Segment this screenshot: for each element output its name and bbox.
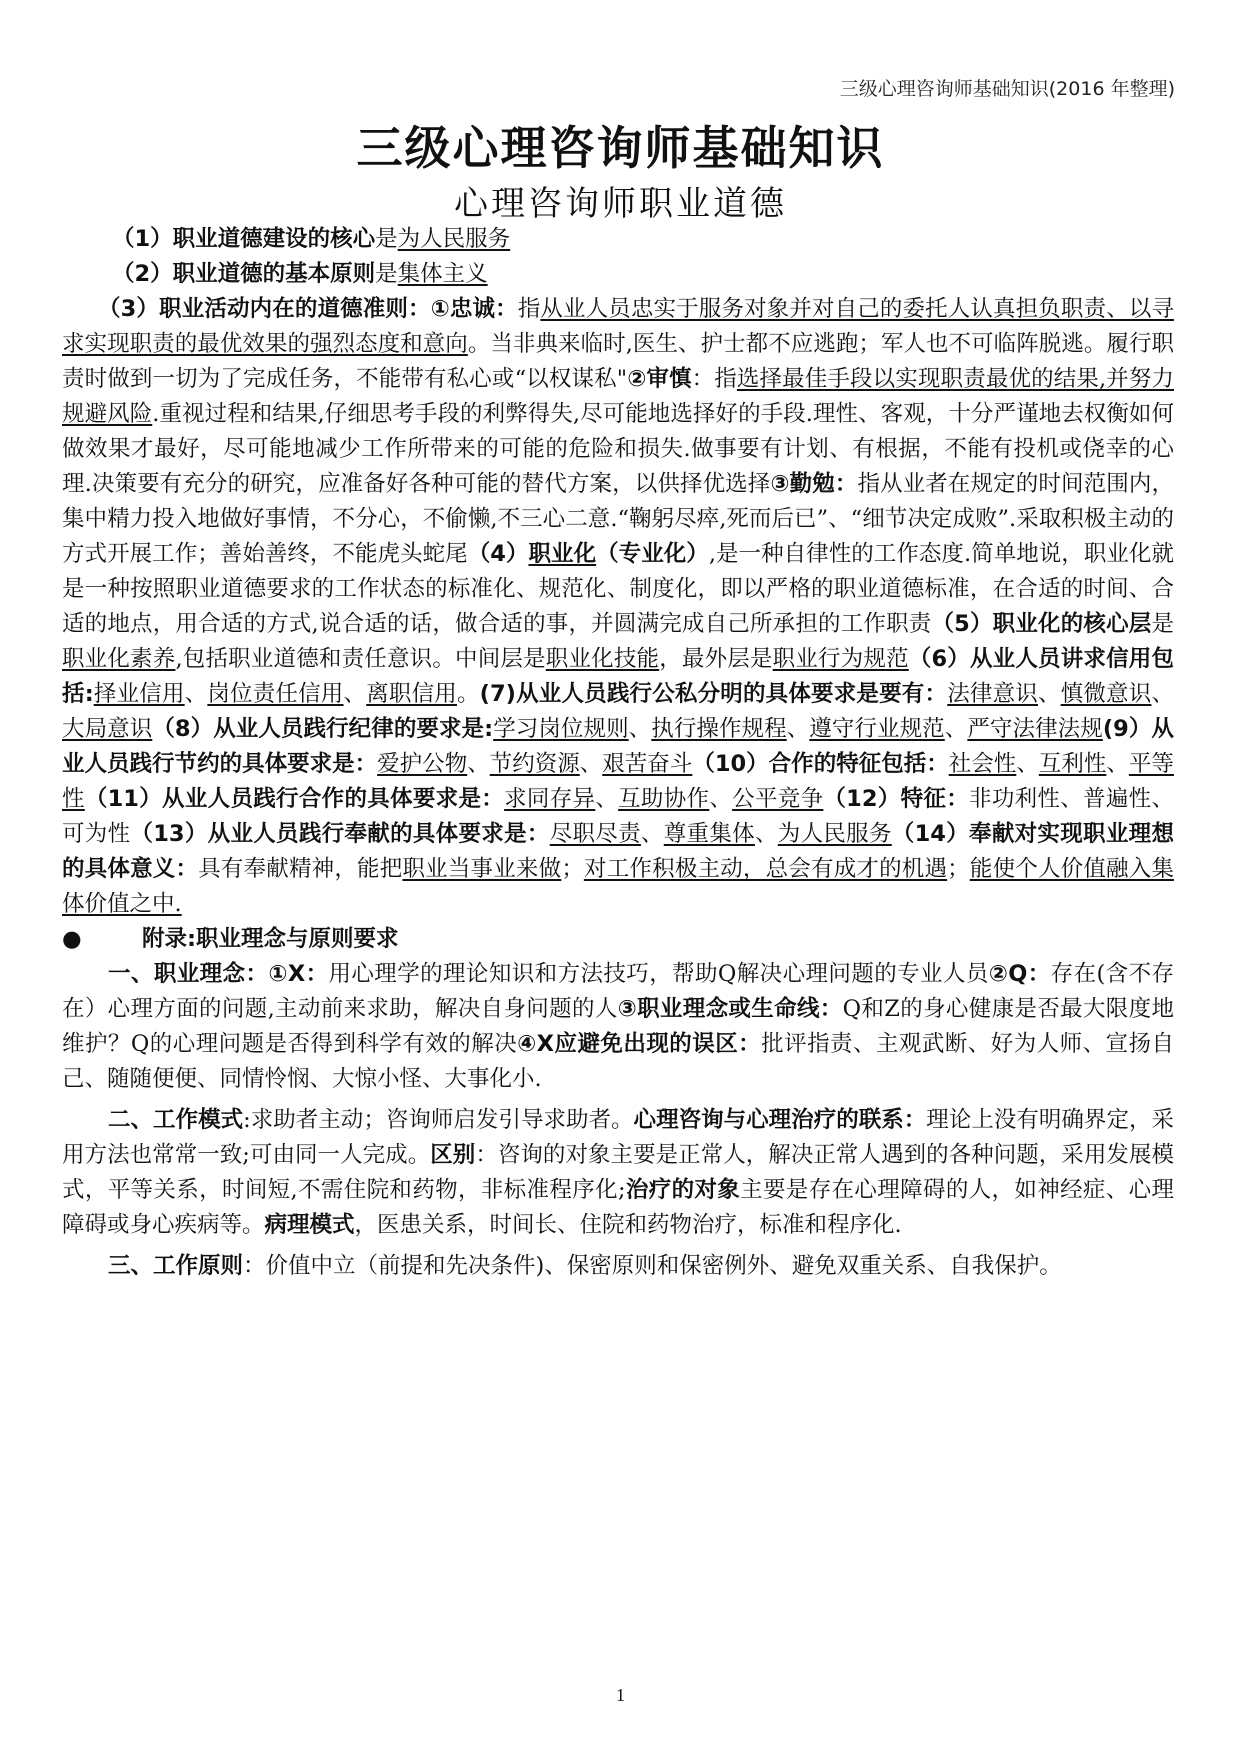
text: .重视过程和结果,仔细思考手段的利弊得失,尽可能地选择好的手段.理性、客观，十分严谨地去权衡如何做效果才最好，尽可能地减少工作所带来的可能的危险和损失.做事要有计划、有根据，不能有投机或侥幸的心理.决策要有充分的研究，应准备好各种可能的替代方案，以供择优选择: [62, 401, 1174, 497]
underlined-text: 大局意识: [62, 716, 153, 742]
underlined-text: 为人民服务: [397, 226, 511, 252]
underlined-text: 能使个人价值融入集体价值之中.: [62, 856, 1174, 917]
bold-text: (9）从业人员践行节约的具体要求是：: [62, 716, 1174, 777]
text: 主要是存在心理障碍的人，如神经症、心理障碍或身心疾病等。: [62, 1177, 1174, 1238]
text: 是: [375, 226, 398, 252]
underlined-text: 对工作积极主动，总会有成才的机遇: [583, 856, 948, 882]
bold-text: （5）职业化的核心层: [931, 611, 1152, 637]
text: ,是一种自律性的工作态度.简单地说，职业化就是一种按照职业道德要求的工作状态的标准化、规范化、制度化，即以严格的职业道德标准，在合适的时间、合适的地点，用合适的方式,说合适的话，做合适的事，并圆满完成自己所承担的工作职责: [62, 541, 1174, 637]
separator: ；: [947, 856, 970, 882]
text: ：咨询的对象主要是正常人，解决正常人遇到的各种问题，采用发展模式，平等关系，时间短,不需住院和药物，非标准程序化;: [62, 1142, 1174, 1203]
underlined-text: 互助协作: [618, 786, 710, 812]
underlined-text: 平等性: [62, 751, 1174, 812]
separator: 、: [1037, 681, 1061, 707]
bold-text: （14）奉献对实现职业理想的具体意义：: [62, 821, 1174, 882]
underlined-text: 求同存异: [504, 786, 596, 812]
text: ,包括职业道德和责任意识。中间层是: [175, 646, 546, 672]
text: 是: [1151, 611, 1175, 637]
underlined-text: 学习岗位规则: [493, 716, 629, 742]
section-1-paragraph: [62, 957, 1174, 1097]
separator: 、: [640, 821, 664, 847]
underlined-text: 互利性: [1038, 751, 1107, 777]
separator: 、: [754, 821, 778, 847]
text: ：价值中立（前提和先决条件)、保密原则和保密例外、避免双重关系、自我保护。: [243, 1253, 1062, 1279]
bold-text: ②Q：: [988, 961, 1051, 987]
section-2-paragraph: [62, 1103, 1174, 1243]
underlined-text: 法律意识: [947, 681, 1038, 707]
text: ，医患关系，时间长、住院和药物治疗，标准和程序化.: [354, 1212, 902, 1238]
underlined-text: 职业化素养: [62, 646, 176, 672]
underlined-text: 执行操作规程: [651, 716, 787, 742]
text: 指: [517, 296, 541, 322]
bold-text: ③职业理念或生命线：: [617, 996, 843, 1022]
text: 指从业者在规定的时间范围内，集中精力投入地做好事情，不分心，不偷懒,不三心二意.“鞠躬尽瘁,死而后已”、“细节决定成败”.采取积极主动的方式开展工作；善始善终，不能虎头蛇尾: [62, 471, 1174, 567]
underlined-text: 遵守行业规范: [809, 716, 945, 742]
underlined-text: 职业当事业来做: [402, 856, 562, 882]
separator: 、: [786, 716, 810, 742]
running-header: 三级心理咨询师基础知识(2016 年整理): [839, 78, 1175, 100]
text: ，最外层是: [659, 646, 773, 672]
underlined-text: 从业人员忠实于服务对象并对自己的委托人认真担负职责、以寻求实现职责的最优效果的强烈态度和意向: [62, 296, 1174, 357]
separator: 、: [184, 681, 208, 707]
separator: 、: [467, 751, 490, 777]
bold-text: （11）从业人员践行合作的具体要求是：: [84, 786, 505, 812]
text: 是: [375, 261, 398, 287]
bold-text: （1）职业道德建设的核心: [112, 226, 376, 252]
text: ：指: [691, 366, 737, 392]
text: 具有奉献精神，能把: [198, 856, 403, 882]
underlined-text: 爱护公物: [377, 751, 468, 777]
page-number: 1: [616, 1685, 625, 1705]
section-3-paragraph: [62, 1249, 1174, 1284]
separator: 、: [944, 716, 968, 742]
separator: 、: [628, 716, 652, 742]
separator: 、: [709, 786, 733, 812]
separator: 、: [1151, 681, 1174, 707]
bullet-icon: ●: [62, 926, 82, 952]
paragraph-3: [62, 292, 1174, 922]
text: Q和Z的身心健康是否最大限度地维护？Q的心理问题是否得到科学有效的解决: [62, 996, 1174, 1057]
bold-text: ④X应避免出现的误区：: [517, 1031, 762, 1057]
underlined-text: 慎微意识: [1060, 681, 1152, 707]
bold-text: （10）合作的特征包括：: [692, 751, 949, 777]
underlined-text: 尊重集体: [663, 821, 755, 847]
underlined-text: 集体主义: [397, 261, 488, 287]
text: 。当非典来临时,医生、护士都不应逃跑；军人也不可临阵脱逃。履行职责时做到一切为了完成任务，不能带有私心或“以权谋私": [62, 331, 1174, 392]
text: 理论上没有明确界定，采用方法也常常一致;可由同一人完成。: [62, 1107, 1174, 1168]
bold-text: （2）职业道德的基本原则: [112, 261, 376, 287]
text: 用心理学的理论知识和方法技巧，帮助Q解决心理问题的专业人员: [328, 961, 989, 987]
underlined-text: 艰苦奋斗: [602, 751, 693, 777]
separator: 、: [579, 751, 603, 777]
text: :求助者主动；咨询师启发引导求助者。: [243, 1107, 634, 1133]
bold-text: （6）从业人员讲求信用包括:: [62, 646, 1174, 707]
underlined-text: 选择最佳手段以实现职责最优的结果,并努力规避风险: [62, 366, 1174, 427]
underlined-text: 严守法律法规: [967, 716, 1103, 742]
bold-text: （12）特征：: [823, 786, 970, 812]
separator: ；: [561, 856, 584, 882]
separator: 、: [343, 681, 367, 707]
text: 存在(含不存在）心理方面的问题,主动前来求助，解决自身问题的人: [62, 961, 1174, 1022]
underlined-text: 职业化技能: [545, 646, 660, 672]
separator: 。: [456, 681, 480, 707]
separator: 、: [1016, 751, 1039, 777]
bold-text: (7)从业人员践行公私分明的具体要求是要有：: [479, 681, 948, 707]
bold-text: （8）从业人员践行纪律的要求是:: [152, 716, 494, 742]
bold-text: 一、职业理念：①X：: [108, 961, 329, 987]
bold-underlined-text: [529, 541, 597, 567]
bold-text: 心理咨询与心理治疗的联系：: [633, 1107, 927, 1133]
bold-text: 区别: [430, 1142, 476, 1168]
bold-text: （13）从业人员践行奉献的具体要求是：: [130, 821, 550, 847]
paragraph-2: [62, 257, 1174, 292]
underlined-text: 离职信用: [366, 681, 457, 707]
bold-text: 二、工作模式: [108, 1107, 244, 1133]
appendix-heading: [62, 922, 1174, 957]
underlined-text: 职业化: [528, 541, 597, 567]
bold-text: 三、工作原则: [108, 1253, 244, 1279]
bold-text: 治疗的对象: [625, 1177, 741, 1203]
document-title: 三级心理咨询师基础知识: [356, 121, 885, 175]
separator: 、: [595, 786, 619, 812]
underlined-text: 为人民服务: [777, 821, 892, 847]
bold-text: （专业化）: [596, 541, 709, 567]
bold-text: （4）: [467, 541, 529, 567]
underlined-text: 社会性: [948, 751, 1017, 777]
text: 批评指责、主观武断、好为人师、宣扬自己、随随便便、同情怜悯、大惊小怪、大事化小.: [62, 1031, 1174, 1092]
document-body: [62, 222, 1174, 1284]
bold-text: ②审慎: [627, 366, 692, 392]
appendix-title: 附录:职业理念与原则要求: [142, 926, 399, 952]
underlined-text: 择业信用: [93, 681, 185, 707]
underlined-text: 职业行为规范: [772, 646, 909, 672]
paragraph-1: [62, 222, 1174, 257]
section-subtitle: 心理咨询师职业道德: [454, 184, 787, 224]
underlined-text: 尽职尽责: [549, 821, 641, 847]
bold-text: ③勤勉：: [770, 471, 858, 497]
text: 非功利性、普遍性、可为性: [62, 786, 1174, 847]
separator: 、: [1106, 751, 1129, 777]
underlined-text: 公平竞争: [732, 786, 824, 812]
underlined-text: 节约资源: [489, 751, 580, 777]
bold-text: （3）职业活动内在的道德准则：①忠诚：: [98, 296, 518, 322]
underlined-text: 岗位责任信用: [207, 681, 344, 707]
bold-text: 病理模式: [264, 1212, 355, 1238]
